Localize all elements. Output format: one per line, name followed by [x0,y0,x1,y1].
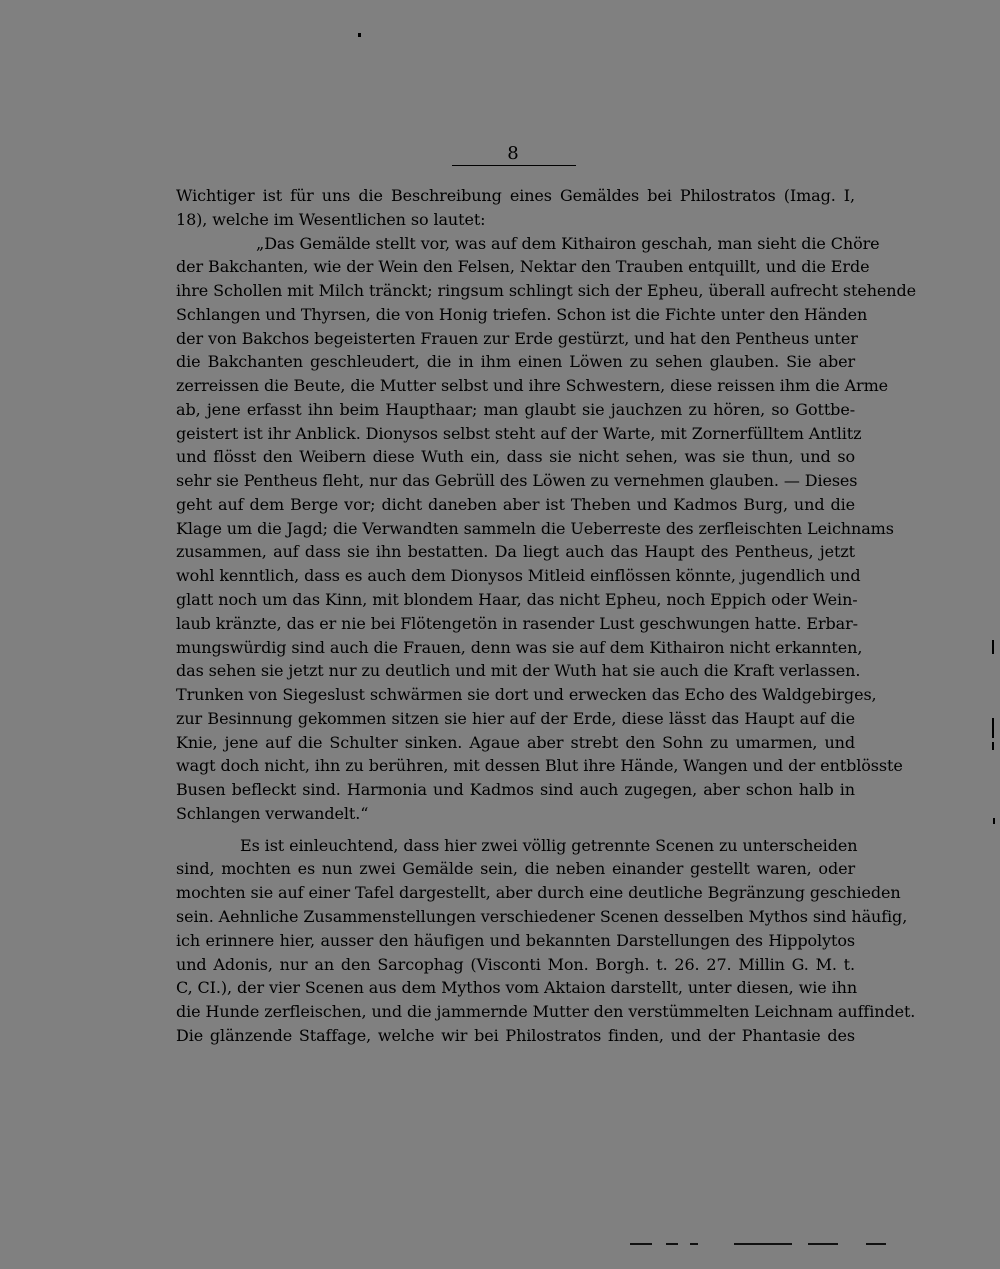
text-line: Busen befleckt sind. Harmonia und Kadmos sind auch zugegen, aber schon halb in [176,780,855,800]
scan-speck [992,742,994,750]
text-line: die Bakchanten geschleudert, die in ihm einen Löwen zu sehen glauben. Sie aber [176,352,855,372]
text-line: mungswürdig sind auch die Frauen, denn was sie auf dem Kithairon nicht erkannten, [176,637,863,657]
text-line: geistert ist ihr Anblick. Dionysos selbst steht auf der Warte, mit Zornerfülltem Antlitz [176,423,862,443]
text-line: Trunken von Siegeslust schwärmen sie dort und erwecken das Echo des Waldgebirges, [176,685,877,705]
text-line: sehr sie Pentheus fleht, nur das Gebrüll des Löwen zu vernehmen glauben. — Dieses [176,471,858,491]
text-line: sind, mochten es nun zwei Gemälde sein, die neben einander gestellt waren, oder [176,859,855,879]
text-line: zur Besinnung gekommen sitzen sie hier auf der Erde, diese lässt das Haupt auf die [176,708,855,728]
text-line: zusammen, auf dass sie ihn bestatten. Da liegt auch das Haupt des Pentheus, jetzt [176,542,855,562]
text-line: die Hunde zerfleischen, und die jammernde Mutter den verstümmelten Leichnam auffindet. [176,1002,916,1022]
page-number-rule [452,165,576,166]
text-line: Die glänzende Staffage, welche wir bei Philostratos finden, und der Phantasie des [176,1025,855,1045]
scan-speck [993,818,995,824]
text-line: wagt doch nicht, ihn zu berühren, mit dessen Blut ihre Hände, Wangen und der entblösste [176,756,903,776]
body-text [176,184,916,1048]
text-line: „Das Gemälde stellt vor, was auf dem Kithairon geschah, man sieht die Chöre [256,233,880,253]
text-line: geht auf dem Berge vor; dicht daneben aber ist Theben und Kadmos Burg, und die [176,494,855,514]
paragraph-analysis [176,834,916,1048]
text-line: ab, jene erfasst ihn beim Haupthaar; man glaubt sie jauchzen zu hören, so Gottbe- [176,399,855,419]
text-line: Schlangen und Thyrsen, die von Honig triefen. Schon ist die Fichte unter den Händen [176,304,868,324]
text-line: und flösst den Weibern diese Wuth ein, dass sie nicht sehen, was sie thun, und so [176,447,855,467]
paragraph-intro [176,184,855,232]
text-line: Wichtiger ist für uns die Beschreibung eines Gemäldes bei Philostratos (Imag. I, [176,186,855,205]
text-line: glatt noch um das Kinn, mit blondem Haar, das nicht Epheu, noch Eppich oder Wein- [176,590,858,610]
text-line: laub kränzte, das er nie bei Flötengetön in rasender Lust geschwungen hatte. Erbar- [176,613,858,633]
text-line: ihre Schollen mit Milch tränckt; ringsum schlingt sich der Epheu, überall aufrecht stehende [176,281,916,301]
text-line: ich erinnere hier, ausser den häufigen und bekannten Darstellungen des Hippolytos [176,930,855,950]
paragraph-gap [176,826,855,834]
text-line: der von Bakchos begeisterten Frauen zur Erde gestürzt, und hat den Pentheus unter [176,328,858,348]
text-line: Knie, jene auf die Schulter sinken. Agaue aber strebt den Sohn zu umarmen, und [176,732,855,752]
text-line: 18), welche im Wesentlichen so lautet: [176,209,486,229]
page-number: 8 [507,143,519,164]
text-line: wohl kenntlich, dass es auch dem Dionysos Mitleid einflössen könnte, jugendlich und [176,566,861,586]
text-line: Klage um die Jagd; die Verwandten sammeln die Ueberreste des zerfleischten Leichnams [176,518,894,538]
text-line: C, CI.), der vier Scenen aus dem Mythos vom Aktaion darstellt, unter diesen, wie ihn [176,978,858,998]
paragraph-quotation [176,232,916,826]
text-line: der Bakchanten, wie der Wein den Felsen, Nektar den Trauben entquillt, und die Erde [176,257,870,277]
scan-speck [358,33,361,37]
text-line: Schlangen verwandelt.“ [176,803,369,823]
text-line: das sehen sie jetzt nur zu deutlich und mit der Wuth hat sie auch die Kraft verlassen. [176,661,861,681]
text-line: sein. Aehnliche Zusammenstellungen verschiedener Scenen desselben Mythos sind häufig, [176,906,908,926]
scan-speck [992,640,994,654]
text-line: mochten sie auf einer Tafel dargestellt, aber durch eine deutliche Begränzung geschieden [176,883,901,903]
text-line: und Adonis, nur an den Sarcophag (Visconti Mon. Borgh. t. 26. 27. Millin G. M. t. [176,954,855,974]
scan-bottom-marks [630,1243,900,1247]
scan-speck [992,718,994,738]
text-line: Es ist einleuchtend, dass hier zwei völlig getrennte Scenen zu unterscheiden [240,835,858,855]
text-line: zerreissen die Beute, die Mutter selbst und ihre Schwestern, diese reissen ihm die Arme [176,376,889,396]
